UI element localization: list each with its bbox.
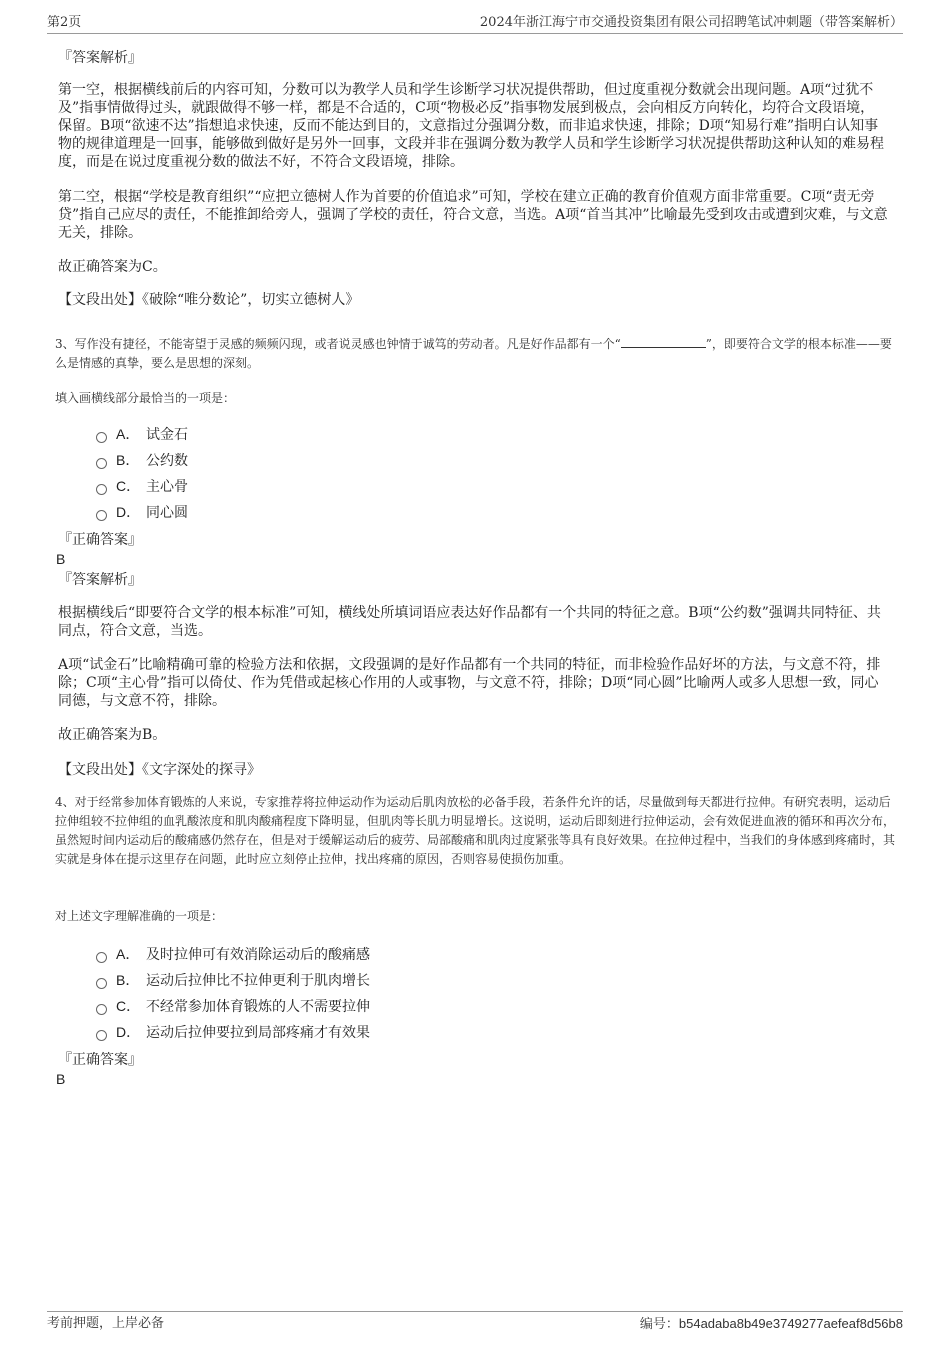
- document-code: [640, 1313, 903, 1336]
- q3-option-c[interactable]: [96, 476, 188, 496]
- option-letter: D．: [116, 504, 141, 520]
- q4-stem-text: 对于经常参加体育锻炼的人来说，专家推荐将拉伸运动作为运动后肌肉放松的必备手段，若条件允许的话，尽量做到每天都进行拉伸。有研究表明，运动后拉伸组较不拉伸组的血乳酸浓度和肌肉酸痛程度下降明显，但肌肉等长肌力明显增长。这说明，运动后即刻进行拉伸运动，会有效促进血液的循环和再次分布，虽然短时间内运动后的酸痛感仍然存在，但是对于缓解运动后的疲劳、局部酸痛和肌肉过度紧张等具有良好效果。在拉伸过程中，当我们的身体感到疼痛时，其实就是身体在提示这里存在问题，此时应立刻停止拉伸，找出疼痛的原因，否则容易使损伤加重。: [55, 795, 896, 866]
- document-title: 2024年浙江海宁市交通投资集团有限公司招聘笔试冲刺题（带答案解析）: [479, 15, 903, 30]
- radio-icon[interactable]: [96, 484, 107, 495]
- code-value: b54adaba8b49e3749277aefeaf8d56b8: [678, 1316, 903, 1331]
- q3-stem-after: ”，即要符合文学的根本标准——要么是情感的真挚，要么是思想的深刻。: [55, 337, 892, 370]
- radio-icon[interactable]: [96, 1004, 107, 1015]
- option-letter: D．: [116, 1024, 141, 1040]
- page-footer: [47, 1311, 903, 1334]
- option-text: 不经常参加体育锻炼的人不需要拉伸: [146, 999, 370, 1015]
- q3-correct-label: 『正确答案』: [58, 532, 142, 548]
- q3-number: 3、: [55, 337, 75, 351]
- option-letter: B．: [116, 972, 140, 988]
- radio-icon[interactable]: [96, 978, 107, 989]
- option-letter: B．: [116, 452, 140, 468]
- option-letter: A．: [116, 946, 140, 962]
- code-label: 编号：: [639, 1317, 679, 1332]
- option-text: 试金石: [146, 427, 188, 443]
- q3-option-a[interactable]: [96, 424, 188, 444]
- page-number: 第2页: [47, 15, 82, 30]
- footer-slogan: 考前押题，上岸必备: [47, 1316, 165, 1331]
- radio-icon[interactable]: [96, 1030, 107, 1041]
- radio-icon[interactable]: [96, 432, 107, 443]
- option-letter: A．: [116, 426, 140, 442]
- q4-option-a[interactable]: [96, 944, 370, 964]
- q4-option-c[interactable]: [96, 996, 370, 1016]
- option-text: 运动后拉伸比不拉伸更利于肌肉增长: [146, 973, 370, 989]
- radio-icon[interactable]: [96, 952, 107, 963]
- q3-answer-conclusion: 故正确答案为B。: [58, 727, 167, 743]
- q3-blank: [621, 335, 706, 348]
- option-text: 公约数: [146, 453, 188, 469]
- option-letter: C．: [116, 998, 141, 1014]
- option-letter: C．: [116, 478, 141, 494]
- q2-source: 【文段出处】《破除“唯分数论”，切实立德树人》: [58, 292, 360, 308]
- q3-analysis-paragraph: 根据横线后“即要符合文学的根本标准”可知，横线处所填词语应表达好作品都有一个共同的特征之意。B项“公约数”强调共同特征、共同点，符合文意，当选。: [58, 605, 881, 639]
- q3-source: 【文段出处】《文字深处的探寻》: [58, 762, 261, 778]
- q2-analysis-label: 『答案解析』: [58, 50, 142, 66]
- q4-correct-answer: B: [56, 1071, 66, 1087]
- q4-prompt: 对上述文字理解准确的一项是：: [55, 909, 224, 923]
- q3-option-d[interactable]: [96, 502, 188, 522]
- q4-number: 4、: [55, 795, 75, 809]
- q3-stem-before: 写作没有捷径，不能寄望于灵感的频频闪现，或者说灵感也钟情于诚笃的劳动者。凡是好作品都有一个“: [74, 337, 621, 351]
- option-text: 运动后拉伸要拉到局部疼痛才有效果: [146, 1025, 370, 1041]
- q2-analysis-paragraph: 第二空，根据“学校是教育组织”“应把立德树人作为首要的价值追求”可知，学校在建立正确的教育价值观方面非常重要。C项“责无旁贷”指自己应尽的责任，不能推卸给旁人，强调了学校的责任，符合文意，当选。A项“首当其冲”比喻最先受到攻击或遭到灾难，与文意无关，排除。: [58, 189, 888, 241]
- page-header: [47, 14, 903, 34]
- q3-analysis-label: 『答案解析』: [58, 572, 142, 588]
- radio-icon[interactable]: [96, 510, 107, 521]
- q4-correct-label: 『正确答案』: [58, 1052, 142, 1068]
- radio-icon[interactable]: [96, 458, 107, 469]
- q3-prompt: 填入画横线部分最恰当的一项是：: [55, 391, 236, 405]
- q3-correct-answer: B: [56, 551, 66, 567]
- q2-analysis-paragraph: 第一空，根据横线前后的内容可知，分数可以为教学人员和学生诊断学习状况提供帮助，但过度重视分数就会出现问题。A项“过犹不及”指事情做得过头，就跟做得不够一样，都是不合适的，C项“物极必反”指事物发展到极点，会向相反方向转化，均符合文段语境，保留。B项“欲速不达”指想追求快速，反而不能达到目的，文意指过分强调分数，而非追求快速，排除；D项“知易行难”指明白认知事物的规律道理是一回事，能够做到做好是另外一回事，文段并非在强调分数为教学人员和学生诊断学习状况提供帮助这种认知的难易程度，而是在说过度重视分数的做法不好，不符合文段语境，排除。: [58, 82, 884, 170]
- q4-stem: [55, 793, 897, 869]
- option-text: 及时拉伸可有效消除运动后的酸痛感: [146, 947, 370, 963]
- q4-option-b[interactable]: [96, 970, 370, 990]
- option-text: 同心圆: [146, 505, 188, 521]
- option-text: 主心骨: [146, 479, 188, 495]
- q3-analysis-paragraph: A项“试金石”比喻精确可靠的检验方法和依据，文段强调的是好作品都有一个共同的特征，而非检验作品好坏的方法，与文意不符，排除；C项“主心骨”指可以倚仗、作为凭借或起核心作用的人或事物，与文意不符，排除；D项“同心圆”比喻两人或多人思想一致，同心同德，与文意不符，排除。: [58, 657, 881, 709]
- q3-stem: [55, 335, 897, 373]
- q3-option-b[interactable]: [96, 450, 188, 470]
- q2-answer-conclusion: 故正确答案为C。: [58, 259, 167, 275]
- q4-option-d[interactable]: [96, 1022, 370, 1042]
